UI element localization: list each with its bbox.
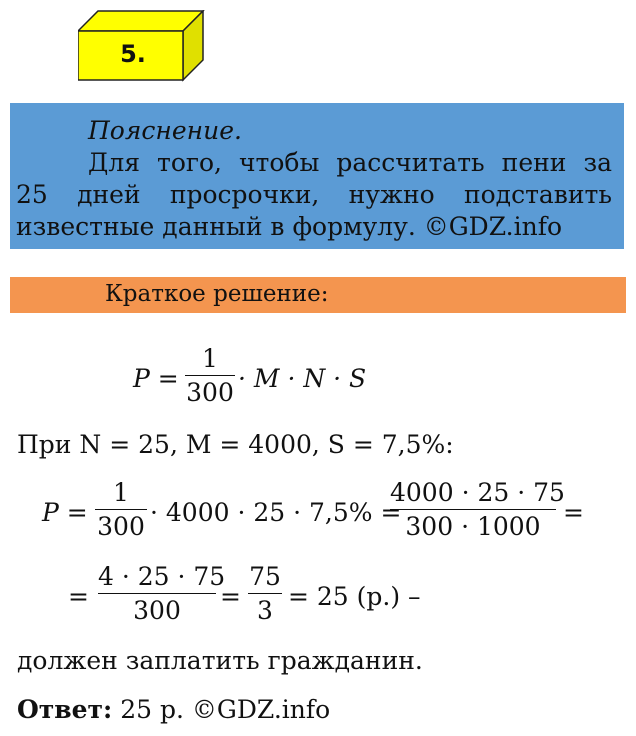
answer-label: Ответ: [17, 695, 113, 724]
calc2-fraction-2 [248, 562, 282, 625]
task-number-badge [78, 10, 208, 82]
formula-fraction-numerator: 1 [202, 344, 218, 373]
explanation-title: Пояснение. [88, 116, 242, 145]
calc2-fraction-2-numerator: 75 [249, 562, 281, 591]
conclusion-text: должен заплатить гражданин. [17, 646, 423, 675]
explanation-line-3: известные данный в формулу. ©GDZ.info [16, 212, 563, 241]
explanation-line-2: 25 дней просрочки, нужно подставить [16, 180, 612, 209]
solution-label: Краткое решение: [105, 281, 329, 307]
calc2-fraction-1-denominator: 300 [133, 596, 181, 625]
answer-value: 25 р. ©GDZ.info [120, 695, 331, 724]
calc1-fraction-1-numerator: 1 [113, 478, 129, 507]
calc1-fraction-2-denominator: 300 · 1000 [405, 512, 541, 541]
given-values: При N = 25, M = 4000, S = 7,5%: [17, 430, 454, 459]
calc2-lead: = [68, 582, 89, 611]
calc2-fraction-1-numerator: 4 · 25 · 75 [98, 562, 226, 591]
calc1-lhs: P = [42, 498, 88, 527]
calc2-fraction-2-denominator: 3 [257, 596, 273, 625]
answer-line [17, 695, 330, 724]
explanation-line-1: Для того, чтобы рассчитать пени за [88, 148, 612, 177]
calc1-fraction-1 [95, 478, 147, 541]
explanation-block [10, 103, 624, 249]
calc1-fraction-1-denominator: 300 [97, 512, 145, 541]
calc2-eq: = [220, 582, 241, 611]
formula-fraction-denominator: 300 [186, 378, 234, 407]
formula-fraction [185, 344, 235, 407]
formula-lhs: P = [133, 364, 179, 393]
calc2-fraction-1 [98, 562, 226, 625]
calc1-fraction-2-numerator: 4000 · 25 · 75 [390, 478, 565, 507]
calc2-tail: = 25 (р.) – [288, 582, 421, 611]
calc1-tail: = [563, 498, 584, 527]
calc1-fraction-2 [390, 478, 565, 541]
calc1-middle: · 4000 · 25 · 7,5% = [150, 498, 402, 527]
solution-header-bar [10, 277, 626, 313]
formula-rhs: · M · N · S [238, 364, 367, 393]
task-number: 5. [120, 40, 146, 68]
